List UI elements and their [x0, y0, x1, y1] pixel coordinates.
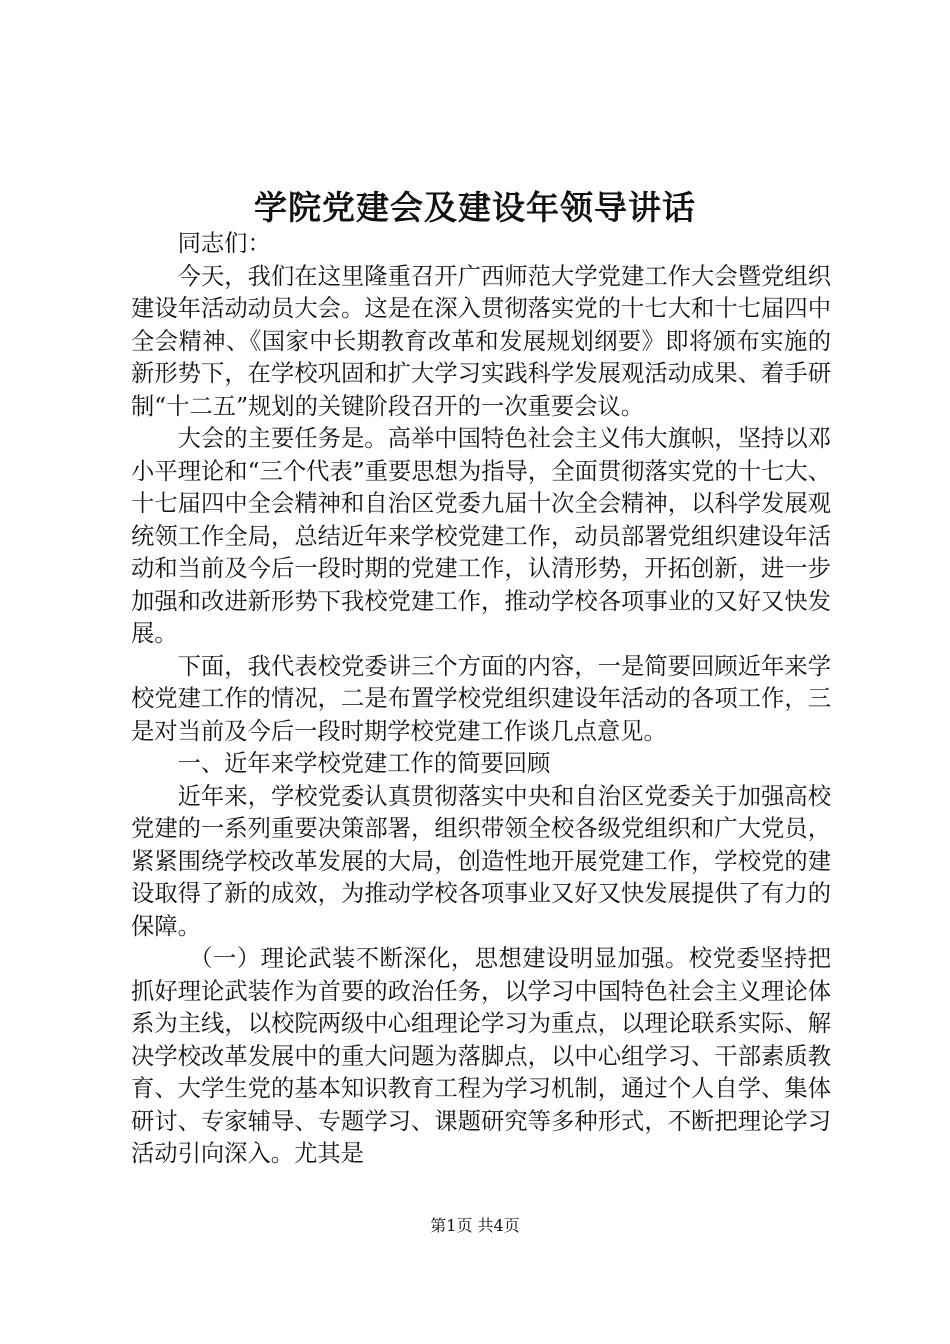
- body-paragraph-2: 大会的主要任务是。高举中国特色社会主义伟大旗帜，坚持以邓小平理论和“三个代表”重要思想为指导，全面贯彻落实党的十七大、十七届四中全会精神和自治区党委九届十次全会精神，以科学发展观统领工作全局，总结近年来学校党建工作，动员部署党组织建设年活动和当前及今后一段时期的党建工作，认清形势，开拓创新，进一步加强和改进新形势下我校党建工作，推动学校各项事业的又好又快发展。: [131, 425, 831, 647]
- salutation: 同志们：: [177, 230, 271, 257]
- subsection-paragraph: （一）理论武装不断深化，思想建设明显加强。校党委坚持把抓好理论武装作为首要的政治任务，以学习中国特色社会主义理论体系为主线，以校院两级中心组理论学习为重点，以理论联系实际、解决学校改革发展中的重大问题为落脚点，以中心组学习、干部素质教育、大学生党的基本知识教育工程为学习机制，通过个人自学、集体研讨、专家辅导、专题学习、课题研究等多种形式，不断把理论学习活动引向深入。尤其是: [131, 945, 831, 1167]
- body-paragraph-1: 今天，我们在这里隆重召开广西师范大学党建工作大会暨党组织建设年活动动员大会。这是在深入贯彻落实党的十七大和十七届四中全会精神、《国家中长期教育改革和发展规划纲要》即将颁布实施的新形势下，在学校巩固和扩大学习实践科学发展观活动成果、着手研制“十二五”规划的关键阶段召开的一次重要会议。: [131, 262, 831, 420]
- body-paragraph-3: 下面，我代表校党委讲三个方面的内容，一是简要回顾近年来学校党建工作的情况，二是布置学校党组织建设年活动的各项工作，三是对当前及今后一段时期学校党建工作谈几点意见。: [131, 652, 831, 745]
- document-title: 学院党建会及建设年领导讲话: [254, 188, 696, 227]
- document-body: [131, 228, 831, 1171]
- section-heading: 一、近年来学校党建工作的简要回顾: [177, 750, 551, 777]
- section-paragraph: 近年来，学校党委认真贯彻落实中央和自治区党委关于加强高校党建的一系列重要决策部署，组织带领全校各级党组织和广大党员，紧紧围绕学校改革发展的大局，创造性地开展党建工作，学校党的建设取得了新的成效，为推动学校各项事业又好又快发展提供了有力的保障。: [131, 782, 831, 940]
- page-number-footer: 第1页 共4页: [430, 1216, 520, 1235]
